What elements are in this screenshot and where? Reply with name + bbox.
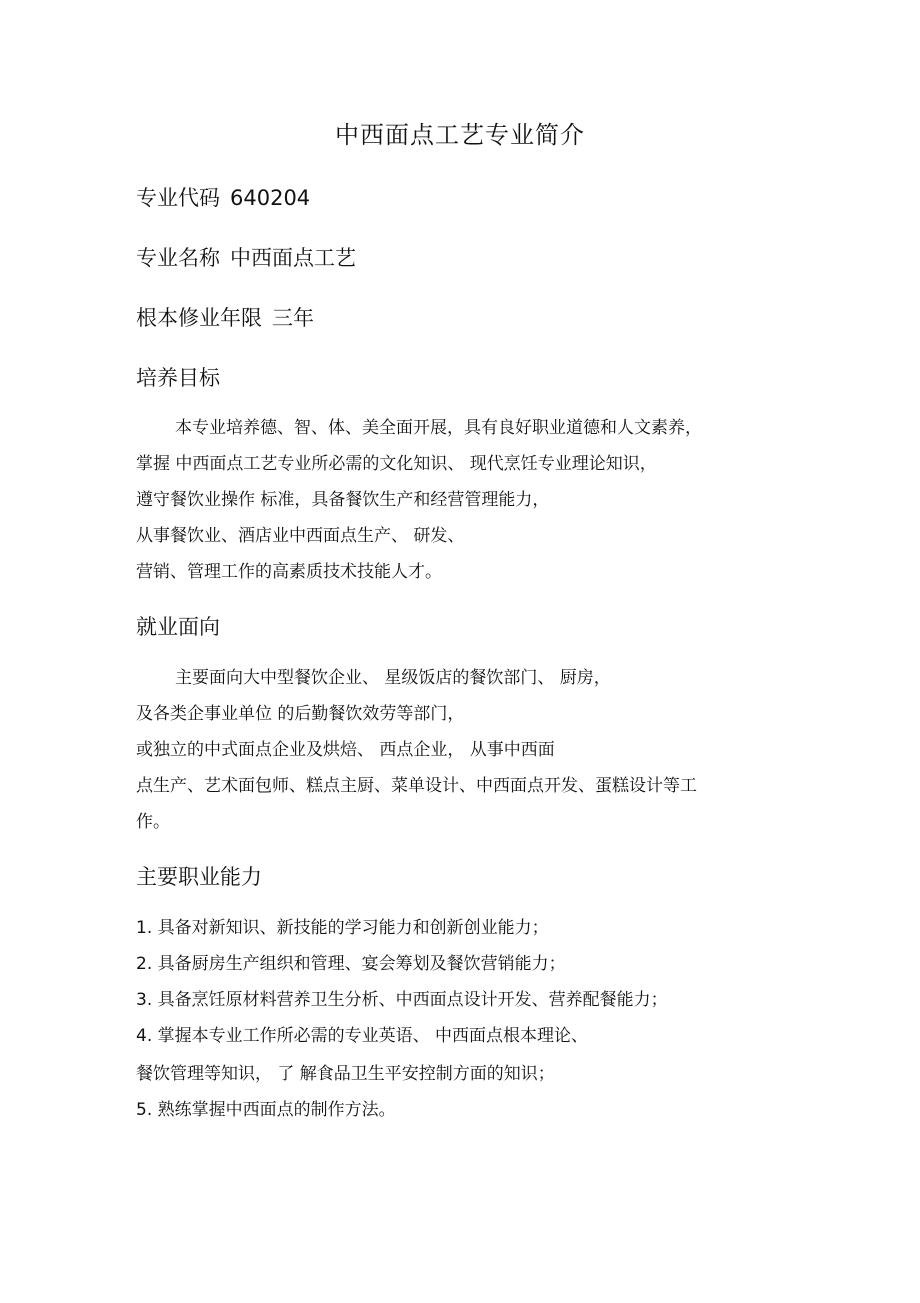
objective-line: 营销、管理工作的高素质技术技能人才。 xyxy=(136,562,442,582)
page-title: 中西面点工艺专业简介 xyxy=(335,121,585,149)
objective-line: 掌握 中西面点工艺专业所必需的文化知识、 现代烹饪专业理论知识， xyxy=(136,454,657,474)
employment-heading: 就业面向 xyxy=(136,615,220,639)
abilities-heading: 主要职业能力 xyxy=(136,865,262,889)
study-duration-field xyxy=(136,303,314,333)
major-code-field xyxy=(136,183,310,213)
study-duration-label: 根本修业年限 xyxy=(136,306,262,330)
study-duration-value: 三年 xyxy=(272,306,314,330)
employment-line: 作。 xyxy=(136,812,170,832)
ability-item: 2. 具备厨房生产组织和管理、宴会筹划及餐饮营销能力； xyxy=(136,954,566,974)
major-code-label: 专业代码 xyxy=(136,186,220,210)
employment-line: 主要面向大中型餐饮企业、 星级饭店的餐饮部门、 厨房， xyxy=(175,668,611,688)
major-code-value: 640204 xyxy=(230,186,311,210)
ability-item: 1. 具备对新知识、新技能的学习能力和创新创业能力； xyxy=(136,918,549,938)
employment-line: 及各类企事业单位 的后勤餐饮效劳等部门， xyxy=(136,704,465,724)
major-name-label: 专业名称 xyxy=(136,246,220,270)
employment-line: 或独立的中式面点企业及烘焙、 西点企业， 从事中西面 xyxy=(136,740,555,760)
objective-line: 本专业培养德、智、体、美全面开展，具有良好职业道德和人文素养， xyxy=(175,418,702,438)
ability-item: 3. 具备烹饪原材料营养卫生分析、中西面点设计开发、营养配餐能力； xyxy=(136,990,668,1010)
major-name-field xyxy=(136,243,356,273)
objective-line: 遵守餐饮业操作 标准，具备餐饮生产和经营管理能力， xyxy=(136,490,550,510)
major-name-value: 中西面点工艺 xyxy=(230,246,356,270)
employment-line: 点生产、艺术面包师、糕点主厨、菜单设计、中西面点开发、蛋糕设计等工 xyxy=(136,776,697,796)
objective-line: 从事餐饮业、酒店业中西面点生产、 研发、 xyxy=(136,526,465,546)
ability-item: 餐饮管理等知识， 了 解食品卫生平安控制方面的知识； xyxy=(136,1064,555,1084)
ability-item: 4. 掌握本专业工作所必需的专业英语、 中西面点根本理论、 xyxy=(136,1026,589,1046)
ability-item: 5. 熟练掌握中西面点的制作方法。 xyxy=(136,1100,396,1120)
objective-heading: 培养目标 xyxy=(136,366,220,390)
